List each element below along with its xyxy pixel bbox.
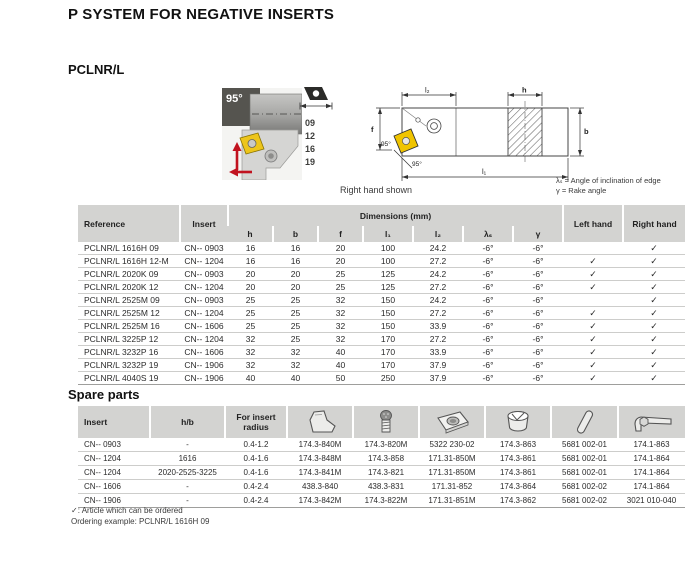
cell-ref: PCLNR/L 1616H 12-M (78, 255, 180, 268)
cell-c2: 174.3-821 (353, 466, 419, 480)
cell-right: ✓ (623, 320, 685, 333)
cell-l2: 24.2 (413, 294, 463, 307)
cell-ls: -6° (463, 346, 513, 359)
cell-f: 32 (318, 333, 363, 346)
table-row (78, 255, 685, 268)
table-row (78, 268, 685, 281)
cell-ref: PCLNR/L 2525M 12 (78, 307, 180, 320)
cell-c1: 174.3-848M (287, 452, 353, 466)
cell-l2: 24.2 (413, 242, 463, 255)
cell-l1: 100 (363, 255, 413, 268)
spare-col-hb: h/b (150, 406, 225, 438)
col-header-l1: l₁ (363, 226, 413, 242)
insert-size: 19 (305, 157, 316, 167)
cell-insert: CN-- 1204 (180, 333, 228, 346)
cell-ref: PCLNR/L 3225P 12 (78, 333, 180, 346)
cell-c6: 174.1-864 (618, 466, 685, 480)
table-row (78, 466, 685, 480)
cell-c3: 171.31-851M (419, 494, 485, 508)
table-row (78, 480, 685, 494)
cell-l1: 150 (363, 320, 413, 333)
cell-l1: 150 (363, 307, 413, 320)
cell-g: -6° (513, 242, 563, 255)
cell-c1: 438.3-840 (287, 480, 353, 494)
cell-h: 32 (228, 333, 273, 346)
cell-right: ✓ (623, 346, 685, 359)
cell-c6: 174.1-863 (618, 438, 685, 452)
cell-c4: 174.3-862 (485, 494, 551, 508)
cell-f: 20 (318, 255, 363, 268)
main-table (78, 205, 685, 385)
col-header-dimensions-group: Dimensions (mm) (228, 205, 563, 226)
dim-label-f: f (371, 125, 374, 134)
cell-h: 25 (228, 307, 273, 320)
cell-b: 40 (273, 372, 318, 385)
footnotes (71, 505, 209, 527)
cell-c5: 5681 002-01 (551, 466, 618, 480)
cell-l1: 170 (363, 346, 413, 359)
cell-right: ✓ (623, 294, 685, 307)
cell-c2: 174.3-820M (353, 438, 419, 452)
insert-size: 16 (305, 144, 316, 154)
cell-right: ✓ (623, 359, 685, 372)
col-header-l2: l₂ (413, 226, 463, 242)
cell-radius: 0.4-1.6 (225, 466, 287, 480)
cell-ls: -6° (463, 307, 513, 320)
cell-c5: 5681 002-01 (551, 452, 618, 466)
cell-hb: 1616 (150, 452, 225, 466)
cell-right: ✓ (623, 333, 685, 346)
cell-g: -6° (513, 359, 563, 372)
cell-right: ✓ (623, 372, 685, 385)
cell-left: ✓ (563, 346, 623, 359)
cell-b: 25 (273, 320, 318, 333)
legend-gamma: γ = Rake angle (556, 185, 607, 195)
cell-c1: 174.3-840M (287, 438, 353, 452)
col-header-f: f (318, 226, 363, 242)
cell-ls: -6° (463, 372, 513, 385)
spare-col-clamp (287, 406, 353, 438)
cell-h: 20 (228, 281, 273, 294)
cell-insert: CN-- 1606 (180, 346, 228, 359)
cell-insert: CN-- 1606 (180, 320, 228, 333)
cell-c6: 174.1-864 (618, 452, 685, 466)
cell-ref: PCLNR/L 1616H 09 (78, 242, 180, 255)
table-row (78, 452, 685, 466)
spare-col-shim-sleeve (485, 406, 551, 438)
cell-left: ✓ (563, 372, 623, 385)
col-header-insert: Insert (180, 205, 228, 242)
cell-f: 32 (318, 320, 363, 333)
cell-right: ✓ (623, 268, 685, 281)
cell-c6: 3021 010-040 (618, 494, 685, 508)
cell-ls: -6° (463, 333, 513, 346)
cell-left: ✓ (563, 307, 623, 320)
table-row (78, 281, 685, 294)
cell-g: -6° (513, 255, 563, 268)
tool-photo-image (222, 88, 302, 180)
col-header-reference: Reference (78, 205, 180, 242)
cell-h: 25 (228, 320, 273, 333)
cell-b: 16 (273, 255, 318, 268)
spare-col-radius: For insert radius (225, 406, 287, 438)
spare-col-shim (419, 406, 485, 438)
cell-left: ✓ (563, 359, 623, 372)
cell-c2: 174.3-858 (353, 452, 419, 466)
cell-l2: 33.9 (413, 346, 463, 359)
cell-l1: 125 (363, 268, 413, 281)
cell-c5: 5681 002-02 (551, 480, 618, 494)
pin-icon (565, 409, 605, 435)
angle-label-front: 95° (381, 141, 391, 148)
col-header-h: h (228, 226, 273, 242)
cell-c4: 174.3-861 (485, 452, 551, 466)
cell-insert: CN-- 0903 (180, 294, 228, 307)
cell-h: 20 (228, 268, 273, 281)
hex-key-icon (629, 409, 675, 435)
cell-f: 25 (318, 281, 363, 294)
insert-size-list (297, 86, 343, 169)
angle-legend (556, 176, 661, 195)
cell-g: -6° (513, 346, 563, 359)
cell-insert: CN-- 0903 (78, 438, 150, 452)
col-header-lambda-s: λₛ (463, 226, 513, 242)
cell-c1: 174.3-841M (287, 466, 353, 480)
cell-ls: -6° (463, 320, 513, 333)
cell-c4: 174.3-861 (485, 466, 551, 480)
cell-g: -6° (513, 320, 563, 333)
table-row (78, 438, 685, 452)
cell-right: ✓ (623, 307, 685, 320)
dim-label-b: b (584, 127, 589, 136)
cell-ref: PCLNR/L 2020K 12 (78, 281, 180, 294)
shim-sleeve-icon (498, 409, 538, 435)
cell-b: 25 (273, 294, 318, 307)
legend-lambda: λₛ = Angle of inclination of edge (556, 176, 661, 185)
cell-radius: 0.4-1.6 (225, 452, 287, 466)
col-header-b: b (273, 226, 318, 242)
cell-hb: - (150, 494, 225, 508)
cell-b: 32 (273, 359, 318, 372)
cell-b: 20 (273, 281, 318, 294)
cell-f: 50 (318, 372, 363, 385)
shim-icon (430, 409, 474, 435)
cell-left: ✓ (563, 281, 623, 294)
cell-b: 16 (273, 242, 318, 255)
cell-c2: 174.3-822M (353, 494, 419, 508)
cell-c5: 5681 002-02 (551, 494, 618, 508)
cell-l2: 33.9 (413, 320, 463, 333)
cell-insert: CN-- 1906 (78, 494, 150, 508)
cell-left: ✓ (563, 255, 623, 268)
dim-label-l1: l₁ (482, 167, 487, 176)
cell-f: 32 (318, 294, 363, 307)
cell-radius: 0.4-1.2 (225, 438, 287, 452)
table-row (78, 346, 685, 359)
cell-ref: PCLNR/L 2525M 16 (78, 320, 180, 333)
cell-c5: 5681 002-01 (551, 438, 618, 452)
cell-l1: 125 (363, 281, 413, 294)
insert-size: 12 (305, 131, 316, 141)
check-note: ✓: Article which can be ordered (71, 506, 183, 515)
cell-l2: 27.2 (413, 307, 463, 320)
right-hand-note: Right hand shown (340, 185, 413, 195)
cell-hb: - (150, 438, 225, 452)
cell-c6: 174.1-864 (618, 480, 685, 494)
cell-f: 25 (318, 268, 363, 281)
spare-col-pin (551, 406, 618, 438)
cell-insert: CN-- 1906 (180, 372, 228, 385)
cell-hb: 2020-2525-3225 (150, 466, 225, 480)
cell-l2: 37.9 (413, 372, 463, 385)
cell-b: 32 (273, 346, 318, 359)
cell-insert: CN-- 1606 (78, 480, 150, 494)
cell-ls: -6° (463, 294, 513, 307)
cell-g: -6° (513, 372, 563, 385)
dim-label-h: h (522, 85, 527, 95)
cell-ls: -6° (463, 281, 513, 294)
cell-c4: 174.3-863 (485, 438, 551, 452)
cell-ref: PCLNR/L 3232P 16 (78, 346, 180, 359)
cell-f: 40 (318, 346, 363, 359)
spare-col-hex-key (618, 406, 685, 438)
main-table-body (78, 242, 685, 385)
cell-g: -6° (513, 333, 563, 346)
cell-c3: 171.31-850M (419, 452, 485, 466)
spare-col-clamp-screw (353, 406, 419, 438)
cell-right: ✓ (623, 242, 685, 255)
cell-insert: CN-- 1204 (180, 307, 228, 320)
cell-hb: - (150, 480, 225, 494)
cell-l1: 250 (363, 372, 413, 385)
cell-ref: PCLNR/L 4040S 19 (78, 372, 180, 385)
cell-left (563, 294, 623, 307)
tool-photo (222, 88, 302, 185)
cell-l2: 27.2 (413, 255, 463, 268)
insert-size: 09 (305, 118, 316, 128)
clamp-screw-icon (366, 409, 406, 435)
cell-insert: CN-- 0903 (180, 242, 228, 255)
cell-l2: 27.2 (413, 281, 463, 294)
cell-left (563, 242, 623, 255)
spare-parts-table (78, 406, 685, 508)
table-row (78, 333, 685, 346)
cell-insert: CN-- 1906 (180, 359, 228, 372)
table-row (78, 242, 685, 255)
cell-h: 40 (228, 372, 273, 385)
cell-insert: CN-- 1204 (180, 255, 228, 268)
cell-ls: -6° (463, 359, 513, 372)
spare-parts-heading: Spare parts (68, 387, 140, 402)
cell-left: ✓ (563, 333, 623, 346)
cell-h: 25 (228, 294, 273, 307)
cell-h: 32 (228, 346, 273, 359)
cell-g: -6° (513, 294, 563, 307)
table-row (78, 294, 685, 307)
clamp-icon (300, 409, 340, 435)
cell-insert: CN-- 1204 (180, 281, 228, 294)
table-row (78, 320, 685, 333)
cell-g: -6° (513, 268, 563, 281)
cell-c1: 174.3-842M (287, 494, 353, 508)
cell-insert: CN-- 1204 (78, 466, 150, 480)
cell-f: 32 (318, 307, 363, 320)
cell-c4: 174.3-864 (485, 480, 551, 494)
cell-insert: CN-- 0903 (180, 268, 228, 281)
col-header-right-hand: Right hand (623, 205, 685, 242)
angle-label-photo: 95° (226, 93, 243, 105)
cell-f: 20 (318, 242, 363, 255)
cell-c3: 5322 230-02 (419, 438, 485, 452)
col-header-gamma: γ (513, 226, 563, 242)
col-header-left-hand: Left hand (563, 205, 623, 242)
cell-g: -6° (513, 281, 563, 294)
cell-b: 20 (273, 268, 318, 281)
cell-ref: PCLNR/L 2525M 09 (78, 294, 180, 307)
cell-g: -6° (513, 307, 563, 320)
cell-h: 16 (228, 242, 273, 255)
cell-left: ✓ (563, 320, 623, 333)
product-family-title: PCLNR/L (68, 62, 125, 77)
cell-right: ✓ (623, 281, 685, 294)
cell-l2: 24.2 (413, 268, 463, 281)
cell-ref: PCLNR/L 3232P 19 (78, 359, 180, 372)
cell-h: 16 (228, 255, 273, 268)
cell-ls: -6° (463, 255, 513, 268)
cell-l1: 100 (363, 242, 413, 255)
cell-l1: 150 (363, 294, 413, 307)
cell-l2: 37.9 (413, 359, 463, 372)
insert-shape-icon (297, 86, 335, 110)
cell-radius: 0.4-2.4 (225, 494, 287, 508)
angle-label-nose: 95° (412, 161, 422, 168)
cell-ls: -6° (463, 268, 513, 281)
cell-radius: 0.4-2.4 (225, 480, 287, 494)
cell-c3: 171.31-850M (419, 466, 485, 480)
table-row (78, 372, 685, 385)
cell-right: ✓ (623, 255, 685, 268)
cell-ref: PCLNR/L 2020K 09 (78, 268, 180, 281)
table-row (78, 307, 685, 320)
spare-col-insert: Insert (78, 406, 150, 438)
dim-label-l2: l₂ (425, 85, 430, 95)
ordering-example: Ordering example: PCLNR/L 1616H 09 (71, 517, 210, 526)
cell-b: 25 (273, 333, 318, 346)
cell-left: ✓ (563, 268, 623, 281)
cell-l1: 170 (363, 359, 413, 372)
cell-c2: 438.3-831 (353, 480, 419, 494)
page-title: P SYSTEM FOR NEGATIVE INSERTS (68, 6, 335, 23)
cell-insert: CN-- 1204 (78, 452, 150, 466)
table-row (78, 359, 685, 372)
cell-h: 32 (228, 359, 273, 372)
cell-ls: -6° (463, 242, 513, 255)
cell-c3: 171.31-852 (419, 480, 485, 494)
cell-b: 25 (273, 307, 318, 320)
cell-l2: 27.2 (413, 333, 463, 346)
cell-l1: 170 (363, 333, 413, 346)
cell-f: 40 (318, 359, 363, 372)
spare-table-body (78, 438, 685, 508)
